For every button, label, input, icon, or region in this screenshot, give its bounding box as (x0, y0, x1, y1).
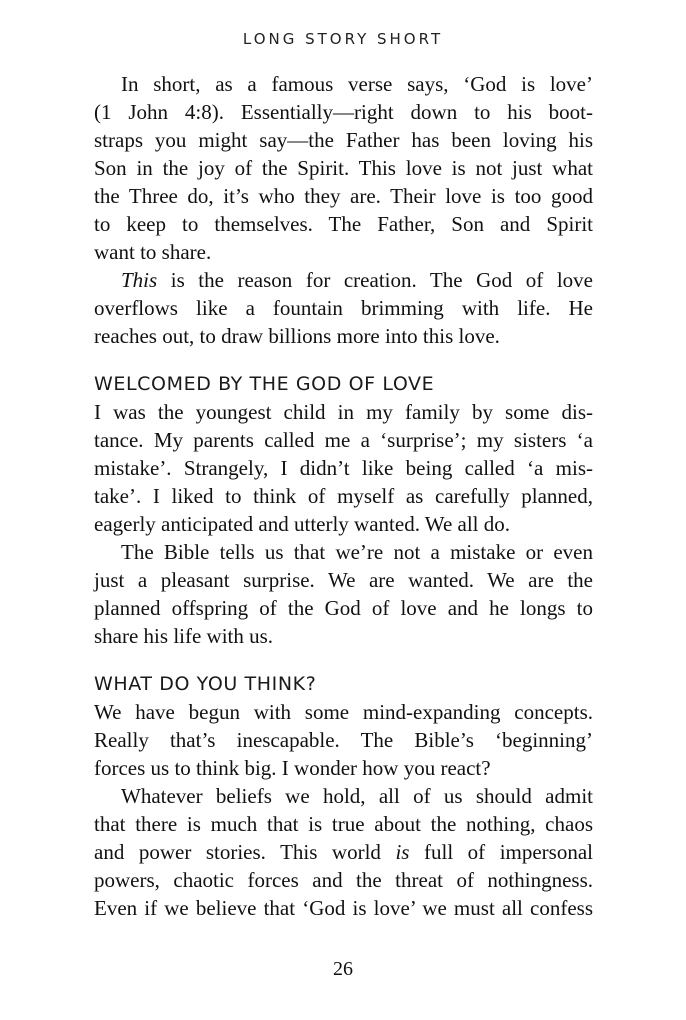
text-line: planned offspring of the God of love and he longs to (94, 596, 593, 620)
text-line: In short, as a famous verse says, ‘God is love’ (121, 72, 593, 96)
text-line: just a pleasant surprise. We are wanted. We are the (94, 568, 593, 592)
text-line: Even if we believe that ‘God is love’ we must all confess (94, 896, 593, 920)
text-line: take’. I liked to think of myself as carefully planned, (94, 484, 593, 508)
text-line: mistake’. Strangely, I didn’t like being called ‘a mis- (94, 456, 593, 480)
text-line: eagerly anticipated and utterly wanted. We all do. (94, 512, 511, 536)
text-line (94, 838, 593, 866)
text-line: forces us to think big. I wonder how you react? (94, 756, 491, 780)
italic-text: This (121, 268, 158, 292)
text-line: overflows like a fountain brimming with life. He (94, 296, 593, 320)
running-head: LONG STORY SHORT (242, 30, 444, 48)
text-line: the Three do, it’s who they are. Their love is too good (94, 184, 593, 208)
text-line: Whatever beliefs we hold, all of us should admit (121, 784, 593, 808)
paragraph-reason-for-creation (94, 266, 593, 350)
text-line: I was the youngest child in my family by some dis- (94, 400, 593, 424)
text-line: tance. My parents called me a ‘surprise’; my sisters ‘a (94, 428, 593, 452)
text-line: to keep to themselves. The Father, Son and Spirit (94, 212, 593, 236)
section-heading-welcomed: WELCOMED BY THE GOD OF LOVE (94, 373, 435, 395)
text-line: that there is much that is true about the nothing, chaos (94, 812, 593, 836)
text-line: Son in the joy of the Spirit. This love is not just what (94, 156, 593, 180)
text-line: (1 John 4:8). Essentially—right down to his boot- (94, 100, 593, 124)
page-number: 26 (333, 958, 353, 980)
section-heading-what-do-you-think: WHAT DO YOU THINK? (94, 673, 317, 695)
text-line: Really that’s inescapable. The Bible’s ‘beginning’ (94, 728, 593, 752)
text-span: full of impersonal (409, 840, 594, 864)
italic-text: is (395, 840, 410, 864)
text-line: The Bible tells us that we’re not a mistake or even (121, 540, 593, 564)
text-line: reaches out, to draw billions more into this love. (94, 324, 500, 348)
text-span: and power stories. This world (94, 840, 396, 864)
paragraph-bible-tells-us (94, 538, 593, 650)
paragraph-youngest-child (94, 398, 593, 538)
paragraph-whatever-beliefs (94, 782, 593, 922)
paragraph-mind-expanding (94, 698, 593, 782)
text-line: powers, chaotic forces and the threat of nothingness. (94, 868, 593, 892)
page-body (94, 70, 593, 922)
text-line: want to share. (94, 240, 212, 264)
text-line: share his life with us. (94, 624, 274, 648)
text-line: We have begun with some mind-expanding concepts. (94, 700, 593, 724)
text-line: straps you might say—the Father has been loving his (94, 128, 593, 152)
paragraph-god-is-love (94, 70, 593, 266)
text-line (94, 266, 593, 294)
text-span: is the reason for creation. The God of love (157, 268, 593, 292)
